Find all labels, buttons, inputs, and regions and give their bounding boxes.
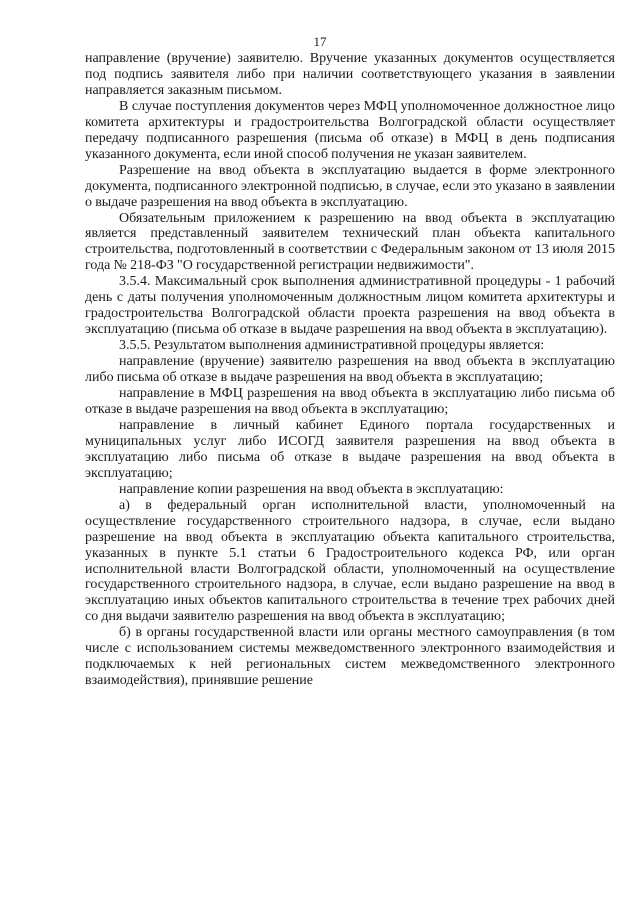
list-item-delivery-to-applicant: направление (вручение) заявителю разрешения на ввод объекта в эксплуатацию либо письма об отказе в выдаче разрешения на ввод объекта в эксплуатацию;	[85, 354, 615, 386]
list-item-send-to-mfc: направление в МФЦ разрешения на ввод объекта в эксплуатацию либо письма об отказе в выдаче разрешения на ввод объекта в эксплуатацию;	[85, 386, 615, 417]
paragraph-3-5-4-max-term: 3.5.4. Максимальный срок выполнения административной процедуры - 1 рабочий день с даты получения уполномоченным должностным лицом комитета архитектуры и градостроительства Волгоградской области проекта разрешения на ввод объекта в эксплуатацию (письма об отказе в выдаче разрешения на ввод объекта в эксплуатацию).	[85, 274, 615, 338]
list-item-copy-of-permit: направление копии разрешения на ввод объекта в эксплуатацию:	[119, 481, 504, 497]
document-body	[85, 51, 615, 689]
paragraph-delivery-method: направление (вручение) заявителю. Вручение указанных документов осуществляется под подпись заявителя либо при наличии соответствующего указания в заявлении направляется заказным письмом.	[85, 51, 615, 98]
paragraph-mfc-transfer: В случае поступления документов через МФЦ уполномоченное должностное лицо комитета архитектуры и градостроительства Волгоградской области осуществляет передачу подписанного разрешения (письма об отказе) в МФЦ в день подписания указанного документа, если иной способ получения не указан заявителем.	[85, 98, 615, 162]
paragraph-3-5-5-result: 3.5.5. Результатом выполнения административной процедуры является:	[119, 338, 545, 354]
sub-item-b-state-bodies: б) в органы государственной власти или органы местного самоуправления (в том числе с использованием системы межведомственного электронного взаимодействия и подключаемых к ней региональных систем межведомственного электронного взаимодействия), принявшие решение	[85, 625, 615, 689]
sub-item-a-federal-body: а) в федеральный орган исполнительной власти, уполномоченный на осуществление государственного строительного надзора, в случае, если выдано разрешение на ввод объекта в эксплуатацию объекта капитального строительства, указанных в пункте 5.1 статьи 6 Градостроительного кодекса РФ, или орган исполнительной власти Волгоградской области, уполномоченный на осуществление государственного строительного надзора, в случае, если выдано разрешение на ввод в эксплуатацию иных объектов капитального строительства в течение трех рабочих дней со дня выдачи заявителю разрешения на ввод объекта в эксплуатацию;	[85, 497, 615, 625]
paragraph-electronic-permit: Разрешение на ввод объекта в эксплуатацию выдается в форме электронного документа, подписанного электронной подписью, в случае, если это указано в заявлении о выдаче разрешения на ввод объекта в эксплуатацию.	[85, 162, 615, 210]
paragraph-technical-plan: Обязательным приложением к разрешению на ввод объекта в эксплуатацию является представленный заявителем технический план объекта капитального строительства, подготовленный в соответствии с Федеральным законом от 13 июля 2015 года № 218-ФЗ "О государственной регистрации недвижимости".	[85, 210, 615, 274]
page-number: 17	[313, 34, 327, 49]
list-item-personal-account: направление в личный кабинет Единого портала государственных и муниципальных услуг либо ИСОГД заявителя разрешения на ввод объекта в эксплуатацию либо письма об отказе в выдаче разрешения на ввод объекта в эксплуатацию;	[85, 417, 615, 481]
